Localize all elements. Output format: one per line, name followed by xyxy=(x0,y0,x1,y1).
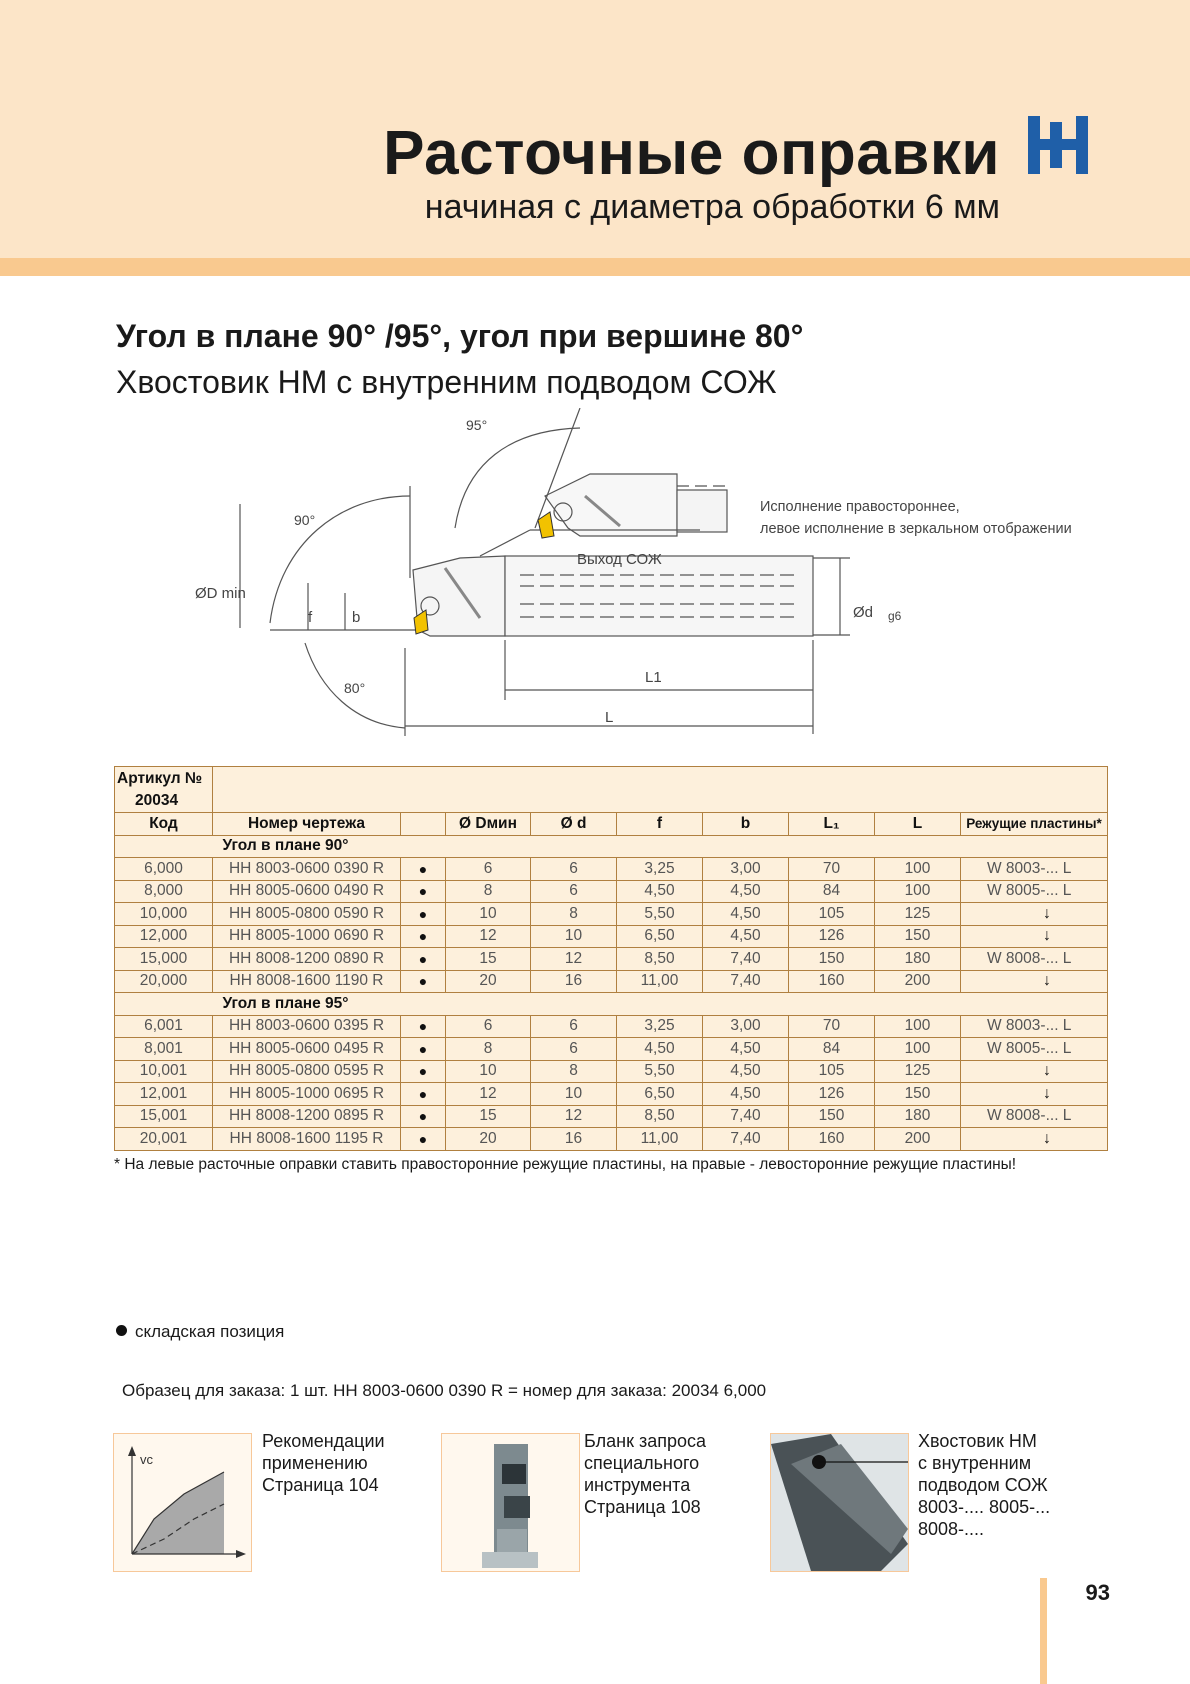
table-cell: W 8008-... L xyxy=(961,1105,1108,1128)
table-cell: 100 xyxy=(875,858,961,881)
table-cell: 4,50 xyxy=(617,880,703,903)
table-cell: HH 8008-1600 1195 R xyxy=(213,1128,401,1151)
tool-drawing xyxy=(190,408,1120,748)
table-cell: ● xyxy=(401,858,446,881)
table-cell: 4,50 xyxy=(703,1060,789,1083)
table-cell: 3,00 xyxy=(703,858,789,881)
table-cell: 6 xyxy=(531,880,617,903)
table-cell: 7,40 xyxy=(703,1128,789,1151)
table-cell: 84 xyxy=(789,1038,875,1061)
table-cell: 6 xyxy=(531,858,617,881)
table-cell: 7,40 xyxy=(703,1105,789,1128)
table-cell: 150 xyxy=(875,1083,961,1106)
table-cell: 12 xyxy=(446,1083,531,1106)
table-cell: 10,001 xyxy=(115,1060,213,1083)
table-cell: HH 8008-1600 1190 R xyxy=(213,970,401,993)
section-row xyxy=(115,993,1108,1016)
table-cell: ● xyxy=(401,948,446,971)
artikul-blank xyxy=(213,767,1108,813)
table-cell: 6 xyxy=(531,1038,617,1061)
legend xyxy=(116,1322,284,1342)
same-as-above-arrow-icon: ↓ xyxy=(961,1128,1108,1151)
table-cell: W 8003-... L xyxy=(961,1015,1108,1038)
table-cell: 12 xyxy=(446,925,531,948)
table-cell: 8,000 xyxy=(115,880,213,903)
same-as-above-arrow-icon: ↓ xyxy=(961,1083,1108,1106)
table-cell: W 8008-... L xyxy=(961,948,1108,971)
d-label: Ød xyxy=(853,604,874,621)
table-cell: 6 xyxy=(446,858,531,881)
table-cell: 20,001 xyxy=(115,1128,213,1151)
table-cell: 7,40 xyxy=(703,970,789,993)
g6-label: g6 xyxy=(888,609,902,623)
page-subtitle: начиная с диаметра обработки 6 мм xyxy=(424,188,1000,226)
artikul-number: 20034 xyxy=(135,791,179,809)
table-cell: 11,00 xyxy=(617,1128,703,1151)
table-cell: 200 xyxy=(875,1128,961,1151)
table-cell: ● xyxy=(401,1105,446,1128)
table-cell: 8 xyxy=(446,880,531,903)
table-cell: HH 8003-0600 0390 R xyxy=(213,858,401,881)
table-cell: 20 xyxy=(446,1128,531,1151)
same-as-above-arrow-icon: ↓ xyxy=(961,1060,1108,1083)
angle-90-label: 90° xyxy=(294,512,316,528)
table-cell: 20,000 xyxy=(115,970,213,993)
table-cell: 4,50 xyxy=(703,880,789,903)
table-cell: 4,50 xyxy=(703,903,789,926)
angle-80-label: 80° xyxy=(344,680,366,696)
table-cell: 12 xyxy=(531,1105,617,1128)
stock-dot-icon xyxy=(116,1325,127,1336)
table-cell: 4,50 xyxy=(703,1083,789,1106)
table-cell: 125 xyxy=(875,1060,961,1083)
legend-text: складская позиция xyxy=(135,1322,285,1341)
table-cell: 15,001 xyxy=(115,1105,213,1128)
table-cell: HH 8005-0800 0595 R xyxy=(213,1060,401,1083)
table-row xyxy=(115,1060,1108,1083)
table-row xyxy=(115,970,1108,993)
table-row xyxy=(115,858,1108,881)
table-cell: W 8005-... L xyxy=(961,1038,1108,1061)
page-bar xyxy=(1040,1578,1047,1684)
table-cell: 70 xyxy=(789,1015,875,1038)
l1-label: L1 xyxy=(645,669,662,686)
table-cell: 125 xyxy=(875,903,961,926)
table-row xyxy=(115,880,1108,903)
table-cell: 3,00 xyxy=(703,1015,789,1038)
table-cell: HH 8008-1200 0890 R xyxy=(213,948,401,971)
table-row xyxy=(115,1083,1108,1106)
table-cell: 5,50 xyxy=(617,1060,703,1083)
column-header: Номер чертежа xyxy=(213,813,401,836)
same-as-above-arrow-icon: ↓ xyxy=(961,903,1108,926)
table-cell: ● xyxy=(401,1083,446,1106)
table-cell: 16 xyxy=(531,1128,617,1151)
section-label: Угол в плане 90° xyxy=(213,835,446,858)
page-number: 93 xyxy=(1085,1580,1110,1605)
column-header: Ø d xyxy=(531,813,617,836)
table-cell: 12,001 xyxy=(115,1083,213,1106)
table-cell: 20 xyxy=(446,970,531,993)
table-cell: 6 xyxy=(531,1015,617,1038)
header-stripe xyxy=(0,258,1190,276)
table-cell: W 8003-... L xyxy=(961,858,1108,881)
coolant-shank-thumbnail xyxy=(770,1433,909,1572)
table-row xyxy=(115,1128,1108,1151)
artikul-row xyxy=(115,767,1108,813)
table-cell: 180 xyxy=(875,948,961,971)
table-cell: 8 xyxy=(531,903,617,926)
column-header: f xyxy=(617,813,703,836)
table-cell: HH 8005-1000 0690 R xyxy=(213,925,401,948)
section-blank xyxy=(115,993,213,1016)
table-cell: 10 xyxy=(531,925,617,948)
table-row xyxy=(115,1015,1108,1038)
page-title: Расточные оправки xyxy=(383,119,1000,188)
brand-logo xyxy=(1028,116,1088,174)
table-cell: 6 xyxy=(446,1015,531,1038)
table-cell: 6,000 xyxy=(115,858,213,881)
table-row xyxy=(115,1038,1108,1061)
table-cell: HH 8008-1200 0895 R xyxy=(213,1105,401,1128)
vc-axis-label: vc xyxy=(140,1452,153,1467)
table-cell: 15,000 xyxy=(115,948,213,971)
tile-request-form[interactable]: Бланк запроса специального инструмента Страница 108 xyxy=(584,1431,706,1517)
table-cell: 105 xyxy=(789,1060,875,1083)
table-cell: HH 8003-0600 0395 R xyxy=(213,1015,401,1038)
footnote: * На левые расточные оправки ставить правосторонние режущие пластины, на правые - левосторонние режущие пластины! xyxy=(114,1156,1017,1173)
column-header: L xyxy=(875,813,961,836)
table-cell: 10 xyxy=(446,903,531,926)
table-cell: 84 xyxy=(789,880,875,903)
table-cell: ● xyxy=(401,1038,446,1061)
table-cell: 105 xyxy=(789,903,875,926)
table-cell: 3,25 xyxy=(617,858,703,881)
table-cell: 150 xyxy=(875,925,961,948)
same-as-above-arrow-icon: ↓ xyxy=(961,925,1108,948)
table-cell: ● xyxy=(401,1128,446,1151)
section-label: Угол в плане 95° xyxy=(213,993,446,1016)
recommendation-chart-thumbnail xyxy=(113,1433,252,1572)
table-cell: 6,50 xyxy=(617,1083,703,1106)
table-cell: 8,001 xyxy=(115,1038,213,1061)
table-cell: ● xyxy=(401,925,446,948)
table-cell: 8,50 xyxy=(617,1105,703,1128)
table-cell: 160 xyxy=(789,970,875,993)
table-cell: 100 xyxy=(875,880,961,903)
table-cell: 180 xyxy=(875,1105,961,1128)
section-fill xyxy=(446,835,1108,858)
handedness-note-line2: левое исполнение в зеркальном отображении xyxy=(760,521,1072,537)
order-example: Образец для заказа: 1 шт. HH 8003-0600 0390 R = номер для заказа: 20034 6,000 xyxy=(122,1381,767,1400)
column-header: Режущие пластины* xyxy=(961,813,1108,836)
table-cell: 12,000 xyxy=(115,925,213,948)
table-cell: 8 xyxy=(446,1038,531,1061)
section-fill xyxy=(446,993,1108,1016)
table-cell: 100 xyxy=(875,1038,961,1061)
column-header: L₁ xyxy=(789,813,875,836)
b-label: b xyxy=(352,609,361,626)
table-cell: ● xyxy=(401,880,446,903)
table-row xyxy=(115,903,1108,926)
table-cell: ● xyxy=(401,970,446,993)
same-as-above-arrow-icon: ↓ xyxy=(961,970,1108,993)
column-header: Ø Dмин xyxy=(446,813,531,836)
artikul-cell xyxy=(115,767,213,813)
coolant-outlet-label: Выход СОЖ xyxy=(577,551,662,568)
table-cell: 5,50 xyxy=(617,903,703,926)
table-cell: 10 xyxy=(531,1083,617,1106)
table-cell: 16 xyxy=(531,970,617,993)
table-cell: HH 8005-0800 0590 R xyxy=(213,903,401,926)
table-cell: 70 xyxy=(789,858,875,881)
table-cell: 10 xyxy=(446,1060,531,1083)
table-cell: ● xyxy=(401,1060,446,1083)
table-row xyxy=(115,948,1108,971)
table-cell: 10,000 xyxy=(115,903,213,926)
special-tool-thumbnail xyxy=(441,1433,580,1572)
angle-95-label: 95° xyxy=(466,417,488,433)
l-label: L xyxy=(605,709,614,726)
tile-coolant-shank[interactable]: Хвостовик HM с внутренним подводом СОЖ 8003-.... 8005-... 8008-.... xyxy=(918,1431,1051,1539)
table-cell: W 8005-... L xyxy=(961,880,1108,903)
table-cell: 15 xyxy=(446,1105,531,1128)
header-row xyxy=(115,813,1108,836)
dmin-label: ØD min xyxy=(195,585,246,602)
section-subheading: Хвостовик HM с внутренним подводом СОЖ xyxy=(116,364,777,400)
table-cell: 11,00 xyxy=(617,970,703,993)
table-cell: 3,25 xyxy=(617,1015,703,1038)
section-blank xyxy=(115,835,213,858)
section-heading: Угол в плане 90° /95°, угол при вершине 80° xyxy=(116,318,804,354)
tile-recommendations[interactable]: Рекомендации применению Страница 104 xyxy=(262,1431,385,1495)
table-cell: 100 xyxy=(875,1015,961,1038)
table-cell: ● xyxy=(401,903,446,926)
table-cell: 4,50 xyxy=(617,1038,703,1061)
table-cell: ● xyxy=(401,1015,446,1038)
table-cell: 126 xyxy=(789,925,875,948)
table-cell: 4,50 xyxy=(703,925,789,948)
table-cell: 15 xyxy=(446,948,531,971)
spec-table xyxy=(114,766,1108,1151)
artikul-label: Артикул № xyxy=(117,769,203,787)
table-cell: HH 8005-0600 0490 R xyxy=(213,880,401,903)
table-row xyxy=(115,1105,1108,1128)
column-header xyxy=(401,813,446,836)
table-cell: 150 xyxy=(789,948,875,971)
handedness-note-line1: Исполнение правостороннее, xyxy=(760,499,960,515)
column-header: Код xyxy=(115,813,213,836)
table-cell: 150 xyxy=(789,1105,875,1128)
section-row xyxy=(115,835,1108,858)
table-cell: HH 8005-0600 0495 R xyxy=(213,1038,401,1061)
table-cell: 6,001 xyxy=(115,1015,213,1038)
column-header: b xyxy=(703,813,789,836)
table-cell: 12 xyxy=(531,948,617,971)
spec-table-body xyxy=(115,767,1108,1151)
table-cell: 6,50 xyxy=(617,925,703,948)
table-cell: 126 xyxy=(789,1083,875,1106)
f-label: f xyxy=(308,609,313,626)
table-cell: 8,50 xyxy=(617,948,703,971)
table-cell: 4,50 xyxy=(703,1038,789,1061)
table-row xyxy=(115,925,1108,948)
table-cell: 7,40 xyxy=(703,948,789,971)
table-cell: HH 8005-1000 0695 R xyxy=(213,1083,401,1106)
table-cell: 200 xyxy=(875,970,961,993)
table-cell: 160 xyxy=(789,1128,875,1151)
table-cell: 8 xyxy=(531,1060,617,1083)
